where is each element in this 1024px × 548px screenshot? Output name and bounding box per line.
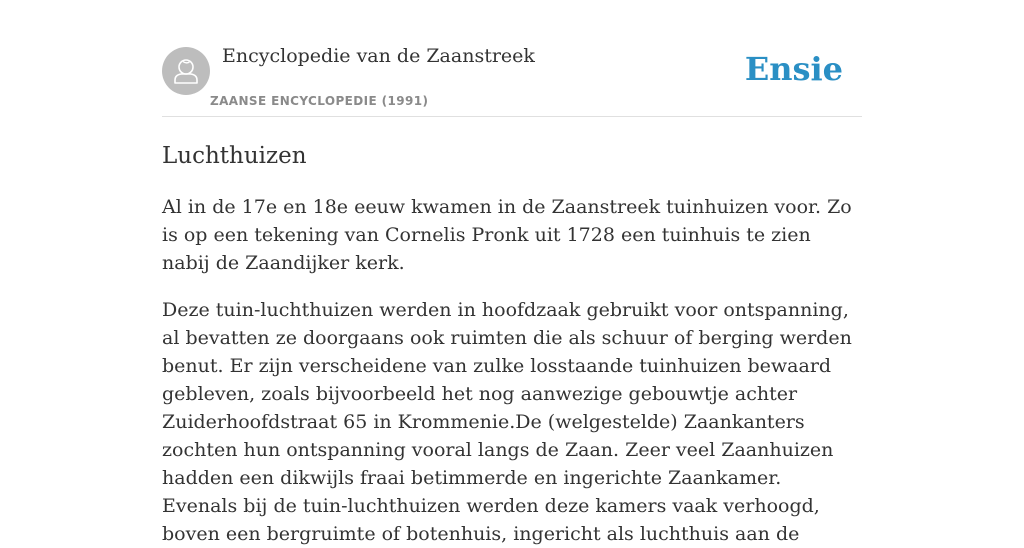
- source-subtitle: ZAANSE ENCYCLOPEDIE (1991): [210, 94, 429, 108]
- user-icon[interactable]: [162, 47, 210, 95]
- article-title: Luchthuizen: [162, 143, 307, 169]
- source-header: [162, 0, 862, 117]
- source-title[interactable]: Encyclopedie van de Zaanstreek: [222, 45, 535, 67]
- page-container: [162, 0, 862, 548]
- article-body: [162, 193, 862, 548]
- brand-logo[interactable]: Ensie: [744, 50, 843, 88]
- article-paragraph: Deze tuin-luchthuizen werden in hoofdzaak gebruikt voor ontspanning, al bevatten ze doorgaans ook ruimten die als schuur of berging werden benut. Er zijn verscheidene van zulke losstaande tuinhuizen bewaard gebleven, zoals bijvoorbeeld het nog aanwezige gebouwtje achter Zuiderhoofdstraat 65 in Krommenie.De (welgestelde) Zaankanters zochten hun ontspanning vooral langs de Zaan. Zeer veel Zaanhuizen hadden een dikwijls fraai betimmerde en ingerichte Zaankamer. Evenals bij de tuin-luchthuizen werden deze kamers vaak verhoogd, boven een bergruimte of botenhuis, ingericht als luchthuis aan de: [162, 299, 852, 545]
- article-paragraph: Al in de 17e en 18e eeuw kwamen in de Zaanstreek tuinhuizen voor. Zo is op een tekening van Cornelis Pronk uit 1728 een tuinhuis te zien nabij de Zaandijker kerk.: [162, 196, 852, 274]
